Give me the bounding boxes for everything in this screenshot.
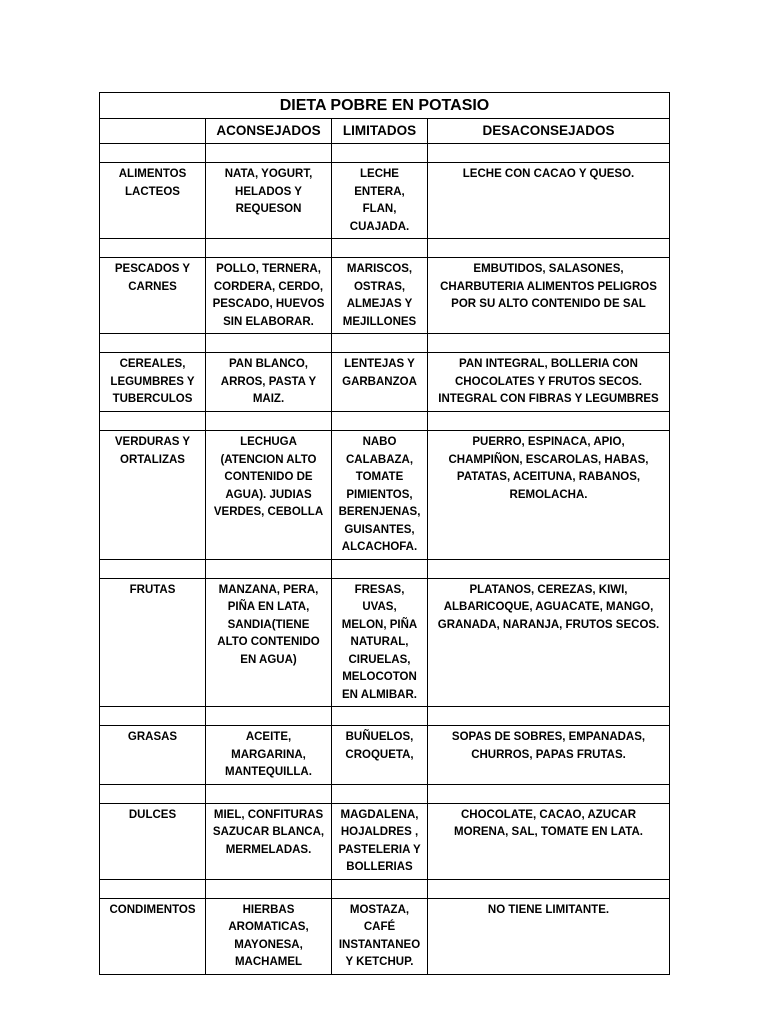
spacer-row — [100, 707, 670, 726]
spacer-row — [100, 334, 670, 353]
table-row — [100, 353, 670, 412]
header-not-recommended: DESACONSEJADOS — [428, 119, 670, 144]
recommended-cell: HIERBAS AROMATICAS, MAYONESA, MACHAMEL — [206, 898, 332, 974]
not-recommended-cell: PUERRO, ESPINACA, APIO, CHAMPIÑON, ESCAROLAS, HABAS, PATATAS, ACEITUNA, RABANOS, REMOLACHA. — [428, 431, 670, 560]
category-cell: DULCES — [100, 803, 206, 879]
category-cell: ALIMENTOS LACTEOS — [100, 163, 206, 239]
table-row — [100, 726, 670, 785]
limited-cell: FRESAS, UVAS, MELON, PIÑA NATURAL, CIRUELAS, MELOCOTON EN ALMIBAR. — [332, 578, 428, 707]
table-header-row — [100, 119, 670, 144]
not-recommended-cell: NO TIENE LIMITANTE. — [428, 898, 670, 974]
spacer-row — [100, 412, 670, 431]
recommended-cell: PAN BLANCO, ARROS, PASTA Y MAIZ. — [206, 353, 332, 412]
table-row — [100, 803, 670, 879]
header-limited: LIMITADOS — [332, 119, 428, 144]
potassium-diet-table — [99, 92, 670, 975]
table-row — [100, 258, 670, 334]
recommended-cell: ACEITE, MARGARINA, MANTEQUILLA. — [206, 726, 332, 785]
spacer-row — [100, 239, 670, 258]
recommended-cell: MANZANA, PERA, PIÑA EN LATA, SANDIA(TIENE ALTO CONTENIDO EN AGUA) — [206, 578, 332, 707]
spacer-row — [100, 879, 670, 898]
header-category — [100, 119, 206, 144]
limited-cell: BUÑUELOS, CROQUETA, — [332, 726, 428, 785]
category-cell: VERDURAS Y ORTALIZAS — [100, 431, 206, 560]
limited-cell: NABO CALABAZA, TOMATE PIMIENTOS, BERENJENAS, GUISANTES, ALCACHOFA. — [332, 431, 428, 560]
limited-cell: LENTEJAS Y GARBANZOA — [332, 353, 428, 412]
not-recommended-cell: SOPAS DE SOBRES, EMPANADAS, CHURROS, PAPAS FRUTAS. — [428, 726, 670, 785]
recommended-cell: NATA, YOGURT, HELADOS Y REQUESON — [206, 163, 332, 239]
spacer-row — [100, 144, 670, 163]
table-row — [100, 578, 670, 707]
table-title-row — [100, 93, 670, 119]
limited-cell: MOSTAZA, CAFÉ INSTANTANEO Y KETCHUP. — [332, 898, 428, 974]
limited-cell: MARISCOS, OSTRAS, ALMEJAS Y MEJILLONES — [332, 258, 428, 334]
not-recommended-cell: PLATANOS, CEREZAS, KIWI, ALBARICOQUE, AGUACATE, MANGO, GRANADA, NARANJA, FRUTOS SECOS. — [428, 578, 670, 707]
limited-cell: LECHE ENTERA, FLAN, CUAJADA. — [332, 163, 428, 239]
table-row — [100, 163, 670, 239]
category-cell: PESCADOS Y CARNES — [100, 258, 206, 334]
not-recommended-cell: EMBUTIDOS, SALASONES, CHARBUTERIA ALIMENTOS PELIGROS POR SU ALTO CONTENIDO DE SAL — [428, 258, 670, 334]
category-cell: FRUTAS — [100, 578, 206, 707]
not-recommended-cell: CHOCOLATE, CACAO, AZUCAR MORENA, SAL, TOMATE EN LATA. — [428, 803, 670, 879]
spacer-row — [100, 559, 670, 578]
spacer-row — [100, 784, 670, 803]
category-cell: CONDIMENTOS — [100, 898, 206, 974]
not-recommended-cell: LECHE CON CACAO Y QUESO. — [428, 163, 670, 239]
table-row — [100, 431, 670, 560]
recommended-cell: POLLO, TERNERA, CORDERA, CERDO, PESCADO, HUEVOS SIN ELABORAR. — [206, 258, 332, 334]
table-row — [100, 898, 670, 974]
recommended-cell: LECHUGA (ATENCION ALTO CONTENIDO DE AGUA). JUDIAS VERDES, CEBOLLA — [206, 431, 332, 560]
limited-cell: MAGDALENA, HOJALDRES , PASTELERIA Y BOLLERIAS — [332, 803, 428, 879]
recommended-cell: MIEL, CONFITURAS SAZUCAR BLANCA, MERMELADAS. — [206, 803, 332, 879]
table-title: DIETA POBRE EN POTASIO — [100, 93, 670, 119]
header-recommended: ACONSEJADOS — [206, 119, 332, 144]
category-cell: GRASAS — [100, 726, 206, 785]
category-cell: CEREALES, LEGUMBRES Y TUBERCULOS — [100, 353, 206, 412]
not-recommended-cell: PAN INTEGRAL, BOLLERIA CON CHOCOLATES Y FRUTOS SECOS. INTEGRAL CON FIBRAS Y LEGUMBRES — [428, 353, 670, 412]
